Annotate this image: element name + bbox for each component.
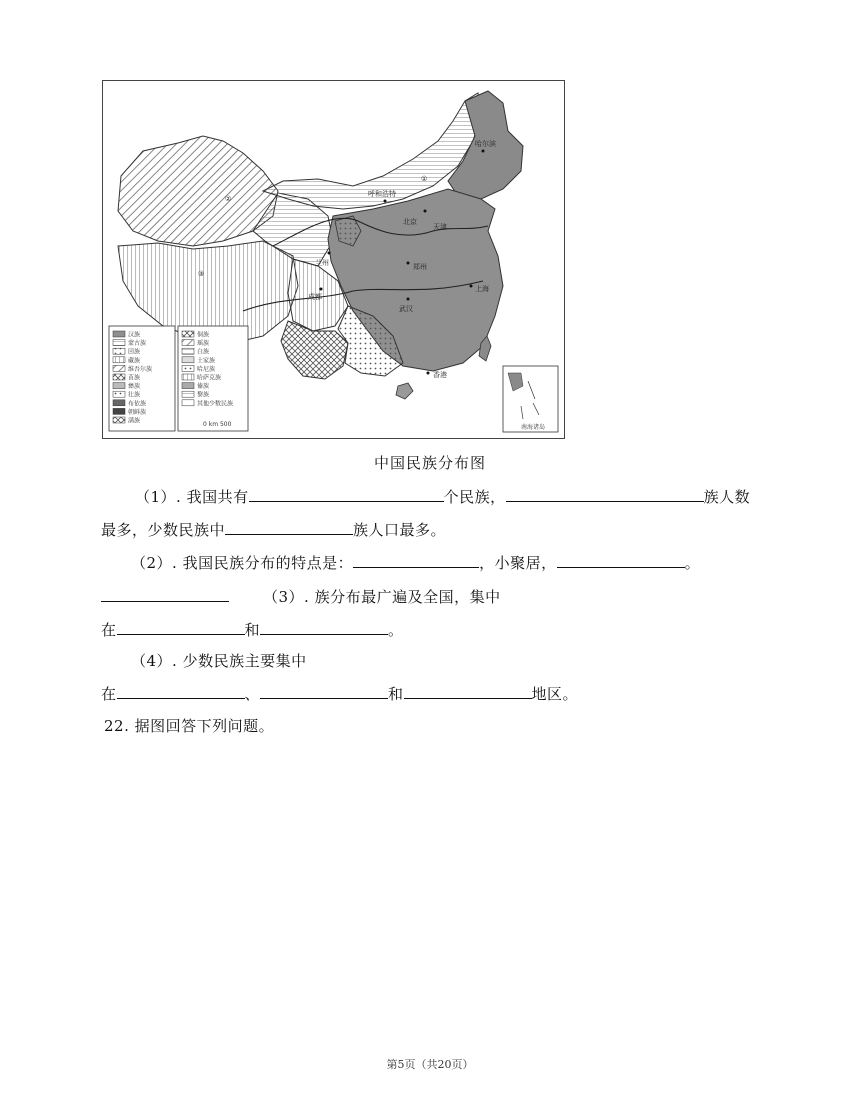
legend-left-label-4: 维吾尔族 (128, 365, 153, 373)
question-4-line-1 (131, 650, 307, 671)
legend-right-label-7: 黎族 (197, 391, 210, 399)
q1-line2-prefix: 最多，少数民族中 (101, 521, 226, 539)
legend-right-label-5: 哈萨克族 (197, 374, 222, 382)
q3-line2-suffix: 。 (388, 621, 404, 639)
question-3-line-1 (101, 585, 501, 607)
map-label-region2: ② (225, 195, 232, 203)
q4-line2-mid: 和 (388, 685, 404, 703)
legend-right-label-4: 哈尼族 (197, 365, 216, 373)
q2-mid: ，小聚居， (479, 554, 557, 572)
map-label-wuhan: 武汉 (399, 305, 413, 313)
page-footer: 第5页（共20页） (386, 1058, 474, 1071)
legend-left-label-6: 彝族 (128, 383, 141, 391)
legend-left-swatch-4 (113, 365, 125, 371)
figure-caption: 中国民族分布图 (373, 454, 486, 472)
q1-blank-minority[interactable] (225, 518, 353, 535)
map-label-beijing: 北京 (403, 218, 417, 226)
legend-right-label-1: 瑶族 (197, 340, 210, 348)
legend-left-swatch-2 (113, 348, 125, 354)
legend-left-label-1: 蒙古族 (128, 340, 147, 348)
q4-line2-sep: 、 (244, 685, 261, 703)
question-1-line-2 (101, 518, 446, 540)
legend-left-swatch-0 (113, 331, 125, 337)
legend-left-swatch-3 (113, 357, 125, 363)
legend-left-swatch-10 (113, 417, 125, 423)
map-label-chengdu: 成都 (308, 293, 322, 301)
map-graphic (103, 81, 564, 438)
legend-left-label-2: 回族 (128, 348, 141, 356)
legend-right-label-3: 土家族 (197, 357, 216, 365)
map-label-shanghai: 上海 (475, 285, 489, 293)
q1-blank-majority[interactable] (506, 485, 704, 502)
legend-right-swatch-1 (182, 340, 194, 346)
legend-left-label-5: 苗族 (128, 374, 141, 382)
q1-line2-suffix: 族人口最多。 (353, 521, 447, 539)
q2-blank-1[interactable] (353, 551, 479, 568)
q3-blank-ethnic[interactable] (101, 585, 229, 602)
q1-blank-count[interactable] (249, 485, 444, 502)
map-label-region1: ① (421, 175, 428, 183)
q1-prefix: （1）. 我国共有 (135, 488, 249, 506)
q2-suffix: 。 (684, 554, 701, 572)
question-22: 22. 据图回答下列问题。 (104, 717, 275, 735)
q2-blank-2[interactable] (557, 551, 685, 568)
legend-left-swatch-5 (113, 374, 125, 380)
legend-left-label-9: 朝鲜族 (128, 408, 147, 416)
legend-right-label-8: 其他少数民族 (197, 400, 234, 408)
scale-text: 0 km 500 (203, 421, 232, 428)
legend-left-swatch-1 (113, 340, 125, 346)
q3-line2-prefix: 在 (101, 621, 117, 639)
map-label-hongkong: 香港 (433, 371, 447, 379)
map-label-lanzhou: 兰州 (315, 259, 329, 267)
q1-mid: 个民族， (443, 488, 506, 506)
legend-right-swatch-0 (182, 331, 194, 337)
legend-left-swatch-9 (113, 408, 125, 414)
map-label-harbin: 哈尔滨 (475, 140, 496, 148)
legend-left-swatch-8 (113, 400, 125, 406)
question-2-line (131, 551, 700, 573)
legend-left-label-10: 满族 (128, 417, 141, 425)
legend-left-label-3: 藏族 (128, 357, 141, 365)
question-3-line-2 (101, 618, 404, 640)
legend-left-swatch-6 (113, 383, 125, 389)
legend-right-swatch-5 (182, 374, 194, 380)
question-1-line-1 (135, 485, 750, 507)
q4-line2-suffix: 地区。 (531, 685, 579, 703)
legend-right-label-6: 傣族 (197, 383, 210, 391)
legend-right-label-0: 侗族 (197, 331, 210, 339)
legend-right-swatch-4 (182, 365, 194, 371)
legend-right-label-2: 白族 (197, 348, 210, 356)
legend-right-swatch-7 (182, 391, 194, 397)
q4-blank-1[interactable] (117, 682, 245, 699)
q2-prefix: （2）. 我国民族分布的特点是： (131, 554, 354, 572)
legend-right-swatch-6 (182, 383, 194, 389)
q3-blank-2[interactable] (260, 618, 388, 635)
q3-line2-mid: 和 (244, 621, 261, 639)
q4-line2-prefix: 在 (101, 685, 117, 703)
legend-left-label-7: 壮族 (128, 391, 141, 399)
map-label-hohhot: 呼和浩特 (368, 190, 396, 198)
question-4-line-2 (101, 682, 578, 704)
q3-blank-1[interactable] (117, 618, 245, 635)
china-ethnic-map (102, 80, 565, 439)
legend-right-swatch-2 (182, 348, 194, 354)
q4-blank-3[interactable] (404, 682, 532, 699)
q3-text: （3）. 族分布最广遍及全国，集中 (263, 588, 501, 606)
legend-left-label-0: 汉族 (128, 331, 141, 339)
legend-left-label-8: 布依族 (128, 400, 147, 408)
legend-right-swatch-8 (182, 400, 194, 406)
map-label-zhengzhou: 郑州 (413, 263, 427, 271)
region-hainan (396, 383, 413, 399)
map-label-region3: ③ (198, 270, 205, 278)
q1-suffix: 族人数 (703, 488, 751, 506)
legend-left-swatch-7 (113, 391, 125, 397)
legend-right-swatch-3 (182, 357, 194, 363)
south-sea-label: 南海诸岛 (521, 424, 546, 431)
map-label-tianjin: 天津 (433, 223, 447, 231)
q4-blank-2[interactable] (260, 682, 388, 699)
q4-text: （4）. 少数民族主要集中 (131, 652, 307, 670)
